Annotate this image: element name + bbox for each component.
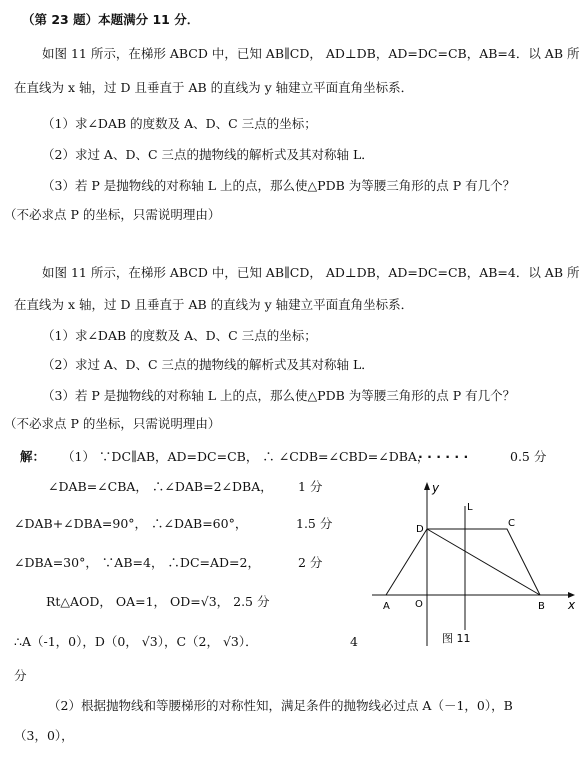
- label-y: y: [432, 481, 440, 495]
- text-line: ∠DAB=∠CBA， ∴∠DAB=2∠DBA，: [48, 479, 273, 494]
- text-line: （不必求点 P 的坐标，只需说明理由）: [4, 207, 221, 222]
- text-line: （3，0），: [14, 728, 74, 743]
- label-L: L: [467, 502, 473, 513]
- text-line: （1） ∵DC∥AB，AD=DC=CB， ∴ ∠CDB=∠CBD=∠DBA，: [62, 449, 430, 464]
- text-line: ∠DAB+∠DBA=90°， ∴∠DAB=60°，: [14, 516, 248, 531]
- text-line: Rt△AOD， OA=1， OD=√3， 2.5 分: [46, 594, 270, 609]
- text-line: （第 23 题）本题满分 11 分．: [22, 12, 200, 27]
- text-line: · · · · · ·: [418, 449, 469, 464]
- text-line: 在直线为 x 轴，过 D 且垂直于 AB 的直线为 y 轴建立平面直角坐标系．: [14, 297, 414, 312]
- text-line: 0.5 分: [510, 449, 547, 464]
- trapezoid-figure-11: [370, 478, 580, 650]
- label-A: A: [383, 601, 390, 612]
- label-O: O: [415, 599, 423, 610]
- label-C: C: [508, 518, 515, 529]
- text-line: （2）求过 A、D、C 三点的抛物线的解析式及其对称轴 L．: [42, 357, 374, 372]
- text-line: 解：: [20, 449, 46, 464]
- text-line: ∴A（-1，0），D（0， √3），C（2， √3）．: [14, 634, 258, 649]
- text-line: 2 分: [298, 555, 323, 570]
- text-line: （1）求∠DAB 的度数及 A、D、C 三点的坐标；: [42, 328, 317, 343]
- y-axis-arrow: [424, 482, 430, 490]
- text-line: 在直线为 x 轴，过 D 且垂直于 AB 的直线为 y 轴建立平面直角坐标系．: [14, 80, 414, 95]
- text-line: 如图 11 所示，在梯形 ABCD 中，已知 AB∥CD， AD⊥DB，AD=DC=CB，AB=4．以 AB 所: [42, 46, 580, 61]
- text-line: 分: [14, 668, 27, 683]
- text-line: （3）若 P 是抛物线的对称轴 L 上的点，那么使△PDB 为等腰三角形的点 P 有几个？: [42, 388, 516, 403]
- text-line: 如图 11 所示，在梯形 ABCD 中，已知 AB∥CD， AD⊥DB，AD=DC=CB，AB=4．以 AB 所: [42, 265, 580, 280]
- label-B: B: [538, 601, 545, 612]
- label-D: D: [416, 524, 424, 535]
- text-line: ∠DBA=30°， ∵AB=4， ∴DC=AD=2，: [14, 555, 260, 570]
- trapezoid-ABCD: [386, 529, 540, 595]
- text-line: （2）求过 A、D、C 三点的抛物线的解析式及其对称轴 L．: [42, 147, 374, 162]
- text-line: （2）根据抛物线和等腰梯形的对称性知，满足条件的抛物线必过点 A（－1，0），B: [48, 698, 513, 713]
- text-line: （3）若 P 是抛物线的对称轴 L 上的点，那么使△PDB 为等腰三角形的点 P 有几个？: [42, 178, 516, 193]
- text-line: 1.5 分: [296, 516, 333, 531]
- label-x: x: [568, 598, 576, 612]
- text-line: （1）求∠DAB 的度数及 A、D、C 三点的坐标；: [42, 116, 317, 131]
- figure-caption: 图 11: [442, 632, 471, 645]
- text-line: 1 分: [298, 479, 323, 494]
- text-line: 4: [350, 634, 358, 649]
- text-line: （不必求点 P 的坐标，只需说明理由）: [4, 416, 221, 431]
